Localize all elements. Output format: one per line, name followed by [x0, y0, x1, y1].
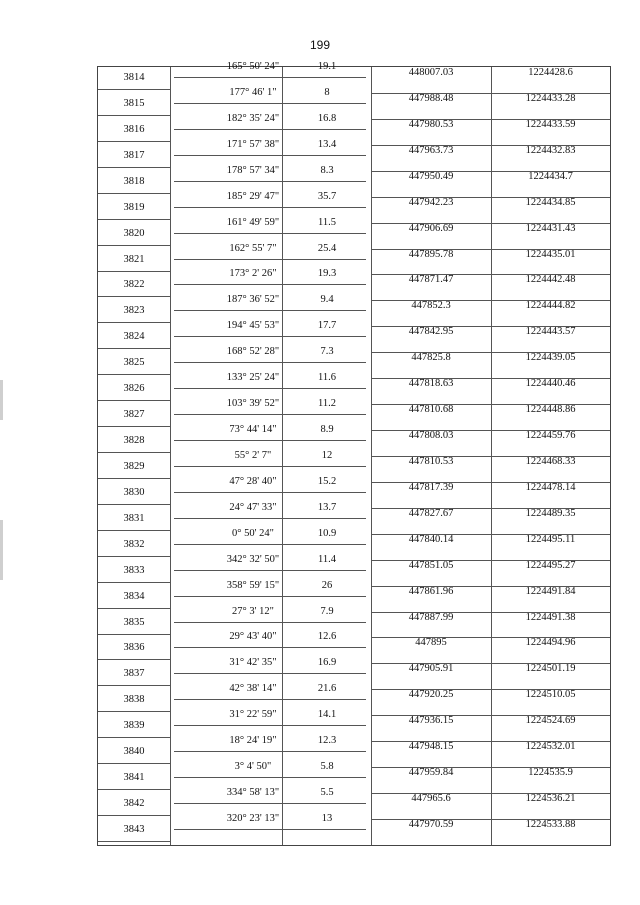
- cell-point: 3828: [123, 435, 145, 447]
- row-divider: [98, 167, 170, 168]
- cell-x: 447810.68: [408, 404, 454, 416]
- row-divider: [174, 492, 366, 493]
- row-divider: [98, 634, 170, 635]
- cell-point: 3825: [123, 357, 145, 369]
- cell-distance: 5.8: [320, 761, 334, 773]
- cell-x: 447965.6: [411, 793, 451, 805]
- row-divider: [174, 155, 366, 156]
- cell-x: 447840.14: [408, 533, 454, 545]
- row-divider: [98, 737, 170, 738]
- cell-angle: 168° 52' 28": [226, 346, 280, 358]
- cell-distance: 14.1: [317, 709, 337, 721]
- cell-distance: 17.7: [317, 320, 337, 332]
- cell-y: 1224434.85: [525, 196, 576, 208]
- cell-angle: 320° 23' 13": [226, 812, 280, 824]
- cell-x: 447810.53: [408, 455, 454, 467]
- row-divider: [174, 310, 366, 311]
- row-divider: [98, 711, 170, 712]
- cell-y: 1224510.05: [525, 689, 576, 701]
- cell-distance: 16.9: [317, 657, 337, 669]
- cell-y: 1224533.88: [525, 818, 576, 830]
- cell-distance: 7.3: [320, 346, 334, 358]
- cell-distance: 35.7: [317, 190, 337, 202]
- cell-angle: 24° 47' 33": [229, 501, 277, 513]
- cell-x: 447920.25: [408, 689, 454, 701]
- cell-y: 1224448.86: [525, 404, 576, 416]
- cell-point: 3829: [123, 460, 145, 472]
- row-divider: [98, 530, 170, 531]
- cell-y: 1224532.01: [525, 741, 576, 753]
- cell-distance: 19.3: [317, 268, 337, 280]
- cell-x: 447818.63: [408, 378, 454, 390]
- cell-angle: 187° 36' 52": [226, 294, 280, 306]
- row-divider: [98, 659, 170, 660]
- cell-point: 3833: [123, 564, 145, 576]
- cell-y: 1224459.76: [525, 430, 576, 442]
- cell-angle: 342° 32' 50": [226, 553, 280, 565]
- cell-y: 1224435.01: [525, 248, 576, 260]
- row-divider: [174, 362, 366, 363]
- row-divider: [174, 259, 366, 260]
- cell-distance: 11.4: [318, 553, 336, 565]
- row-divider: [98, 815, 170, 816]
- row-divider: [174, 699, 366, 700]
- cell-point: 3820: [123, 227, 145, 239]
- cell-angle: 165° 50' 24": [226, 61, 280, 72]
- cell-point: 3843: [123, 823, 145, 835]
- cell-point: 3830: [123, 486, 145, 498]
- cell-y: 1224468.33: [525, 455, 576, 467]
- row-divider: [98, 322, 170, 323]
- cell-x: 447825.8: [411, 352, 451, 364]
- row-divider: [174, 207, 366, 208]
- cell-distance: 16.8: [317, 112, 337, 124]
- row-divider: [98, 478, 170, 479]
- cell-y: 1224443.57: [525, 326, 576, 338]
- cell-y: 1224536.21: [525, 793, 576, 805]
- row-divider: [174, 751, 366, 752]
- cell-x: 447936.15: [408, 715, 454, 727]
- cell-x: 447851.05: [408, 559, 454, 571]
- row-divider: [174, 181, 366, 182]
- row-divider: [98, 400, 170, 401]
- cell-point: 3841: [123, 772, 145, 784]
- row-divider: [98, 219, 170, 220]
- row-divider: [174, 284, 366, 285]
- cell-y: 1224501.19: [525, 663, 576, 675]
- row-divider: [98, 426, 170, 427]
- row-divider: [98, 608, 170, 609]
- cell-angle: 18° 24' 19": [229, 735, 277, 747]
- cell-angle: 47° 28' 40": [229, 475, 277, 487]
- cell-y: 1224433.28: [525, 92, 576, 104]
- page-number: 199: [309, 38, 331, 52]
- cell-x: 447895: [415, 637, 447, 649]
- cell-distance: 25.4: [317, 242, 337, 254]
- row-divider: [98, 504, 170, 505]
- cell-point: 3815: [123, 97, 145, 109]
- cell-angle: 27° 3' 12": [232, 605, 274, 617]
- cell-angle: 171° 57' 38": [226, 138, 280, 150]
- cell-y: 1224442.48: [525, 274, 576, 286]
- row-divider: [98, 193, 170, 194]
- row-divider: [98, 452, 170, 453]
- row-divider: [174, 336, 366, 337]
- cell-y: 1224428.6: [528, 67, 573, 78]
- cell-distance: 10.9: [317, 527, 337, 539]
- cell-point: 3831: [123, 512, 145, 524]
- cell-y: 1224434.7: [528, 170, 573, 182]
- cell-distance: 11.6: [318, 372, 336, 384]
- row-divider: [174, 777, 366, 778]
- row-divider: [174, 647, 366, 648]
- cell-x: 447963.73: [408, 144, 454, 156]
- cell-angle: 103° 39' 52": [226, 398, 280, 410]
- cell-point: 3824: [123, 331, 145, 343]
- cell-y: 1224495.27: [525, 559, 576, 571]
- cell-y: 1224535.9: [528, 767, 573, 779]
- cell-x: 447887.99: [408, 611, 454, 623]
- row-divider: [174, 466, 366, 467]
- cell-x: 447942.23: [408, 196, 454, 208]
- cell-distance: 11.2: [318, 398, 336, 410]
- cell-distance: 26: [321, 579, 333, 591]
- cell-y: 1224431.43: [525, 222, 576, 234]
- row-divider: [174, 129, 366, 130]
- cell-distance: 11.5: [318, 216, 336, 228]
- cell-distance: 19.1: [317, 61, 337, 72]
- cell-y: 1224478.14: [525, 481, 576, 493]
- cell-distance: 8: [324, 86, 330, 98]
- row-divider: [98, 115, 170, 116]
- row-divider: [174, 622, 366, 623]
- cell-point: 3839: [123, 720, 145, 732]
- cell-point: 3836: [123, 642, 145, 654]
- row-divider: [174, 570, 366, 571]
- row-divider: [98, 374, 170, 375]
- survey-coordinates-table: [97, 61, 611, 846]
- cell-distance: 13.4: [317, 138, 337, 150]
- cell-distance: 13: [321, 812, 333, 824]
- cell-angle: 358° 59' 15": [226, 579, 280, 591]
- row-divider: [98, 245, 170, 246]
- cell-distance: 21.6: [317, 683, 337, 695]
- cell-y: 1224491.84: [525, 585, 576, 597]
- row-divider: [98, 685, 170, 686]
- table-row: [98, 812, 610, 845]
- cell-y: 1224432.83: [525, 144, 576, 156]
- cell-point: 3840: [123, 746, 145, 758]
- cell-y: 1224491.38: [525, 611, 576, 623]
- cell-x: 447895.78: [408, 248, 454, 260]
- cell-angle: 173° 2' 26": [229, 268, 277, 280]
- cell-angle: 3° 4' 50": [234, 761, 272, 773]
- cell-distance: 5.5: [320, 787, 334, 799]
- cell-angle: 73° 44' 14": [229, 424, 277, 436]
- cell-point: 3819: [123, 201, 145, 213]
- row-divider: [174, 725, 366, 726]
- cell-y: 1224495.11: [525, 533, 576, 545]
- row-divider: [98, 789, 170, 790]
- cell-angle: 0° 50' 24": [232, 527, 274, 539]
- cell-point: 3817: [123, 149, 145, 161]
- scan-edge-mark: [0, 380, 3, 420]
- cell-point: 3822: [123, 279, 145, 291]
- cell-x: 447852.3: [411, 300, 451, 312]
- row-divider: [98, 582, 170, 583]
- row-divider: [174, 414, 366, 415]
- cell-angle: 178° 57' 34": [226, 164, 280, 176]
- row-divider: [98, 763, 170, 764]
- row-divider: [174, 103, 366, 104]
- row-divider: [174, 544, 366, 545]
- cell-x: 447970.59: [408, 818, 454, 830]
- cell-point: 3826: [123, 383, 145, 395]
- cell-x: 447905.91: [408, 663, 454, 675]
- row-divider: [174, 829, 366, 830]
- cell-distance: 8.3: [320, 164, 334, 176]
- cell-point: 3823: [123, 305, 145, 317]
- row-divider: [174, 673, 366, 674]
- cell-distance: 12: [321, 449, 333, 461]
- cell-y: 1224433.59: [525, 118, 576, 130]
- cell-point: 3835: [123, 616, 145, 628]
- cell-x: 448007.03: [408, 67, 454, 78]
- row-divider: [174, 233, 366, 234]
- cell-angle: 185° 29' 47": [226, 190, 280, 202]
- cell-angle: 182° 35' 24": [226, 112, 280, 124]
- row-divider: [98, 141, 170, 142]
- cell-point: 3832: [123, 538, 145, 550]
- row-divider: [98, 89, 170, 90]
- cell-angle: 55° 2' 7": [234, 449, 272, 461]
- cell-x: 447871.47: [408, 274, 454, 286]
- cell-x: 447980.53: [408, 118, 454, 130]
- cell-distance: 12.3: [317, 735, 337, 747]
- cell-angle: 161° 49' 59": [226, 216, 280, 228]
- cell-distance: 12.6: [317, 631, 337, 643]
- cell-angle: 162° 55' 7": [229, 242, 277, 254]
- cell-angle: 133° 25' 24": [226, 372, 280, 384]
- cell-point: 3837: [123, 668, 145, 680]
- cell-point: 3827: [123, 409, 145, 421]
- cell-angle: 42° 38' 14": [229, 683, 277, 695]
- cell-angle: 29° 43' 40": [229, 631, 277, 643]
- cell-x: 447959.84: [408, 767, 454, 779]
- cell-y: 1224439.05: [525, 352, 576, 364]
- row-divider: [174, 388, 366, 389]
- scan-edge-mark: [0, 520, 3, 580]
- row-divider: [174, 518, 366, 519]
- cell-point: 3816: [123, 123, 145, 135]
- row-divider: [98, 841, 170, 842]
- cell-point: 3838: [123, 694, 145, 706]
- cell-angle: 194° 45' 53": [226, 320, 280, 332]
- cell-point: 3814: [123, 72, 145, 83]
- row-divider: [98, 556, 170, 557]
- row-divider: [98, 296, 170, 297]
- cell-distance: 13.7: [317, 501, 337, 513]
- cell-angle: 334° 58' 13": [226, 787, 280, 799]
- cell-x: 447842.95: [408, 326, 454, 338]
- cell-point: 3834: [123, 590, 145, 602]
- cell-distance: 9.4: [320, 294, 334, 306]
- cell-y: 1224444.82: [525, 300, 576, 312]
- cell-distance: 15.2: [317, 475, 337, 487]
- cell-y: 1224524.69: [525, 715, 576, 727]
- cell-x: 447906.69: [408, 222, 454, 234]
- cell-y: 1224489.35: [525, 507, 576, 519]
- cell-distance: 8.9: [320, 424, 334, 436]
- cell-x: 447948.15: [408, 741, 454, 753]
- row-divider: [174, 803, 366, 804]
- cell-y: 1224494.96: [525, 637, 576, 649]
- row-divider: [98, 271, 170, 272]
- row-divider: [174, 77, 366, 78]
- cell-angle: 31° 22' 59": [229, 709, 277, 721]
- row-divider: [174, 440, 366, 441]
- cell-x: 447808.03: [408, 430, 454, 442]
- cell-x: 447827.67: [408, 507, 454, 519]
- row-divider: [174, 596, 366, 597]
- cell-x: 447817.39: [408, 481, 454, 493]
- cell-point: 3842: [123, 798, 145, 810]
- row-divider: [98, 348, 170, 349]
- cell-x: 447988.48: [408, 92, 454, 104]
- cell-angle: 177° 46' 1": [229, 86, 277, 98]
- cell-y: 1224440.46: [525, 378, 576, 390]
- cell-point: 3818: [123, 175, 145, 187]
- cell-distance: 7.9: [320, 605, 334, 617]
- cell-x: 447950.49: [408, 170, 454, 182]
- cell-angle: 31° 42' 35": [229, 657, 277, 669]
- cell-x: 447861.96: [408, 585, 454, 597]
- cell-point: 3821: [123, 253, 145, 265]
